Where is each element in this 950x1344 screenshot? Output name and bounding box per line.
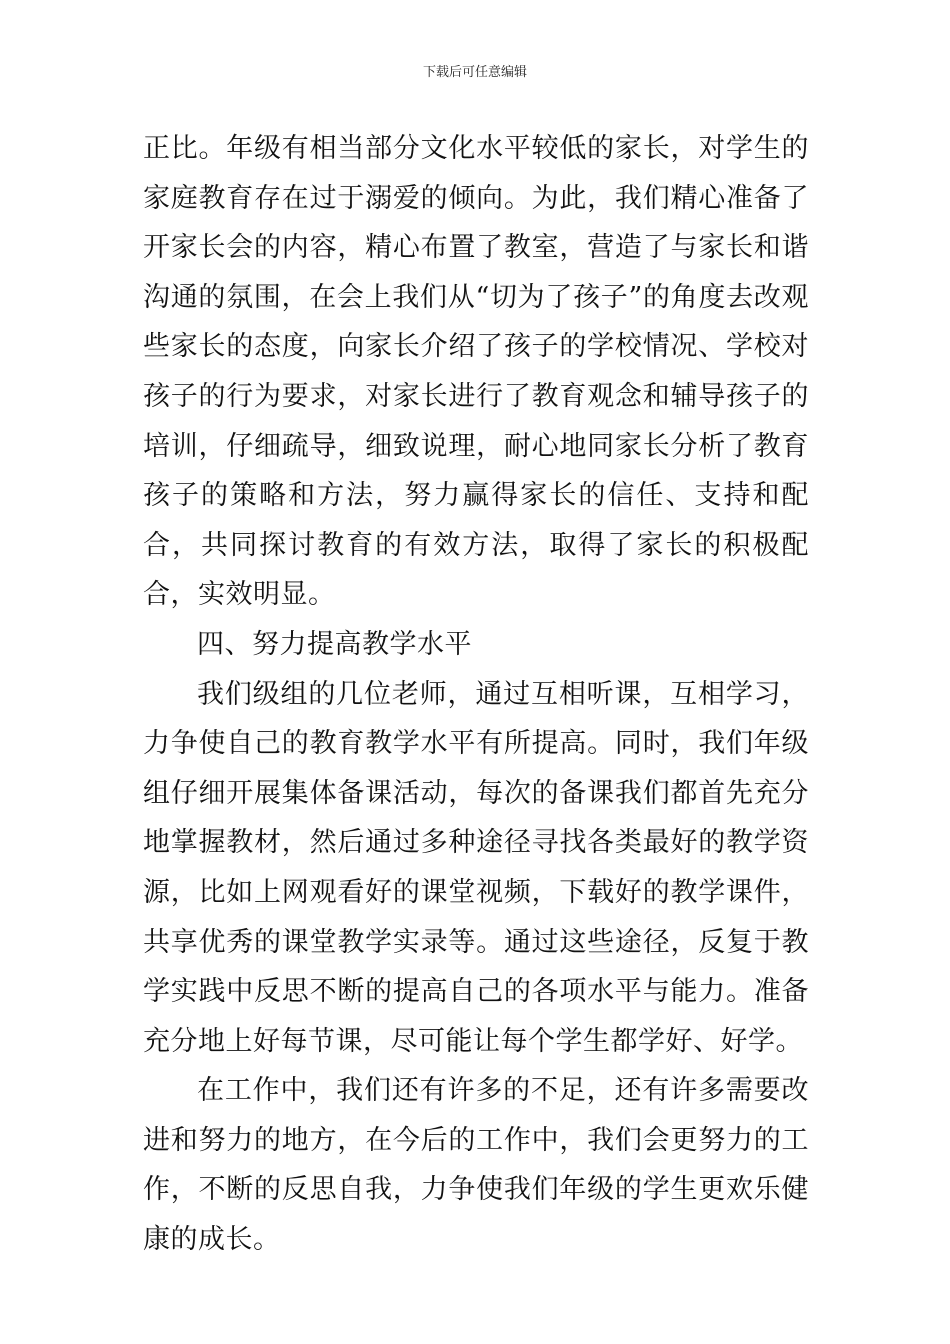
paragraph-continuation: 正比。年级有相当部分文化水平较低的家长，对学生的家庭教育存在过于溺爱的倾向。为此，我们精心准备了开家长会的内容，精心布置了教室，营造了与家长和谐沟通的氛围，在会上我们从“切为了孩子”的角度去改观些家长的态度，向家长介绍了孩子的学校情况、学校对孩子的行为要求，对家长进行了教育观念和辅导孩子的培训，仔细疏导，细致说理，耐心地同家长分析了教育孩子的策略和方法，努力赢得家长的信任、支持和配合，共同探讨教育的有效方法，取得了家长的积极配合，实效明显。 xyxy=(143,133,809,611)
paragraph-conclusion: 在工作中，我们还有许多的不足，还有许多需要改进和努力的地方，在今后的工作中，我们会更努力的工作，不断的反思自我，力争使我们年级的学生更欢乐健康的成长。 xyxy=(143,1075,809,1256)
paragraph-teaching: 我们级组的几位老师，通过互相听课，互相学习，力争使自己的教育教学水平有所提高。同时，我们年级组仔细开展集体备课活动，每次的备课我们都首先充分地掌握教材，然后通过多种途径寻找各类最好的教学资源，比如上网观看好的课堂视频，下载好的教学课件，共享优秀的课堂教学实录等。通过这些途径，反复于教学实践中反思不断的提高自己的各项水平与能力。准备充分地上好每节课，尽可能让每个学生都学好、好学。 xyxy=(143,678,809,1057)
page-header: 下载后可任意编辑 xyxy=(422,65,527,80)
document-body xyxy=(143,124,809,1265)
section-heading: 四、努力提高教学水平 xyxy=(197,628,472,660)
